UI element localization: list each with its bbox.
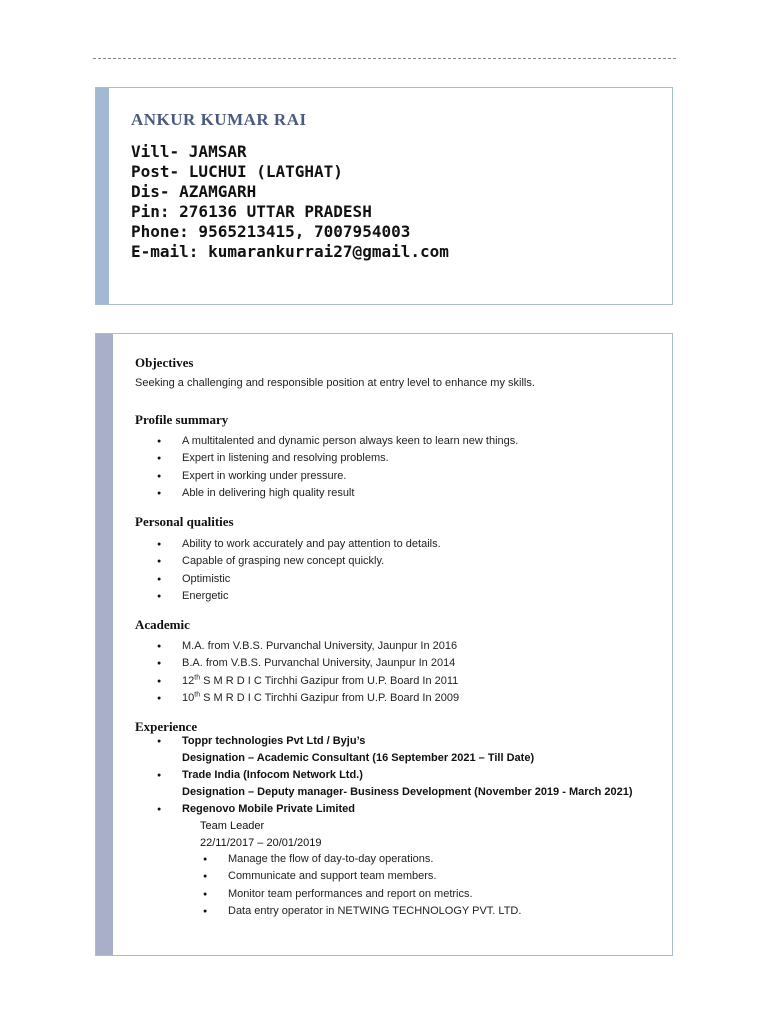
experience-job-3 <box>135 801 355 818</box>
company-name: ● Toppr technologies Pvt Ltd / Byju’s <box>135 733 365 750</box>
list-item <box>135 673 459 690</box>
resume-body-accent-bar <box>96 334 113 955</box>
experience-heading: Experience <box>135 719 198 734</box>
list-item: ● Manage the flow of day-to-day operations. <box>181 851 521 868</box>
academic-detail: S M R D I C Tirchhi Gazipur from U.P. Board In 2009 <box>200 691 460 704</box>
list-item: ● Optimistic <box>135 571 441 588</box>
academic-detail: S M R D I C Tirchhi Gazipur from U.P. Board In 2011 <box>200 674 459 687</box>
profile-summary-list <box>135 433 518 502</box>
list-item: ● Monitor team performances and report on metrics. <box>181 886 521 903</box>
personal-qualities-heading: Personal qualities <box>135 514 234 529</box>
experience-job-1 <box>135 733 365 750</box>
address-post: Post- LUCHUI (LATGHAT) <box>131 162 343 181</box>
job-dates: 22/11/2017 – 20/01/2019 <box>200 837 322 849</box>
objectives-text: Seeking a challenging and responsible position at entry level to enhance my skills. <box>135 377 535 389</box>
address-district: Dis- AZAMGARH <box>131 182 257 201</box>
job-duties-list <box>181 851 521 920</box>
list-item: ● M.A. from V.B.S. Purvanchal University, Jaunpur In 2016 <box>135 638 459 655</box>
list-item: ● Capable of grasping new concept quickly. <box>135 553 441 570</box>
contact-email: E-mail: kumarankurrai27@gmail.com <box>131 242 449 261</box>
list-item: ● Communicate and support team members. <box>181 868 521 885</box>
experience-job-2 <box>135 767 363 784</box>
job-designation: Designation – Deputy manager- Business Development (November 2019 - March 2021) <box>182 786 633 798</box>
grade-number: 12 <box>182 674 195 687</box>
personal-qualities-list <box>135 536 441 605</box>
list-item: ● Expert in working under pressure. <box>135 468 518 485</box>
contact-details <box>131 142 449 262</box>
list-item <box>135 690 459 707</box>
list-item: ● Able in delivering high quality result <box>135 485 518 502</box>
address-village: Vill- JAMSAR <box>131 142 247 161</box>
objectives-heading: Objectives <box>135 355 194 370</box>
company-name: ● Regenovo Mobile Private Limited <box>135 801 355 818</box>
contact-phone: Phone: 9565213415, 7007954003 <box>131 222 411 241</box>
grade-suffix: th <box>194 673 201 681</box>
academic-heading: Academic <box>135 617 190 632</box>
list-item: ● Ability to work accurately and pay attention to details. <box>135 536 441 553</box>
academic-list <box>135 638 459 707</box>
job-role: Team Leader <box>200 820 265 832</box>
company-name: ● Trade India (Infocom Network Ltd.) <box>135 767 363 784</box>
contact-card-accent-bar <box>96 88 109 304</box>
list-item: ● Expert in listening and resolving problems. <box>135 450 518 467</box>
candidate-name: ANKUR KUMAR RAI <box>131 110 307 129</box>
list-item: ● A multitalented and dynamic person always keen to learn new things. <box>135 433 518 450</box>
profile-summary-heading: Profile summary <box>135 412 229 427</box>
job-designation: Designation – Academic Consultant (16 September 2021 – Till Date) <box>182 752 535 764</box>
list-item: ● B.A. from V.B.S. Purvanchal University, Jaunpur In 2014 <box>135 655 459 672</box>
address-pin: Pin: 276136 UTTAR PRADESH <box>131 202 372 221</box>
grade-number: 10 <box>182 691 195 704</box>
header-divider <box>93 58 676 59</box>
list-item: ● Data entry operator in NETWING TECHNOLOGY PVT. LTD. <box>181 903 521 920</box>
grade-suffix: th <box>194 691 201 699</box>
list-item: ● Energetic <box>135 588 441 605</box>
